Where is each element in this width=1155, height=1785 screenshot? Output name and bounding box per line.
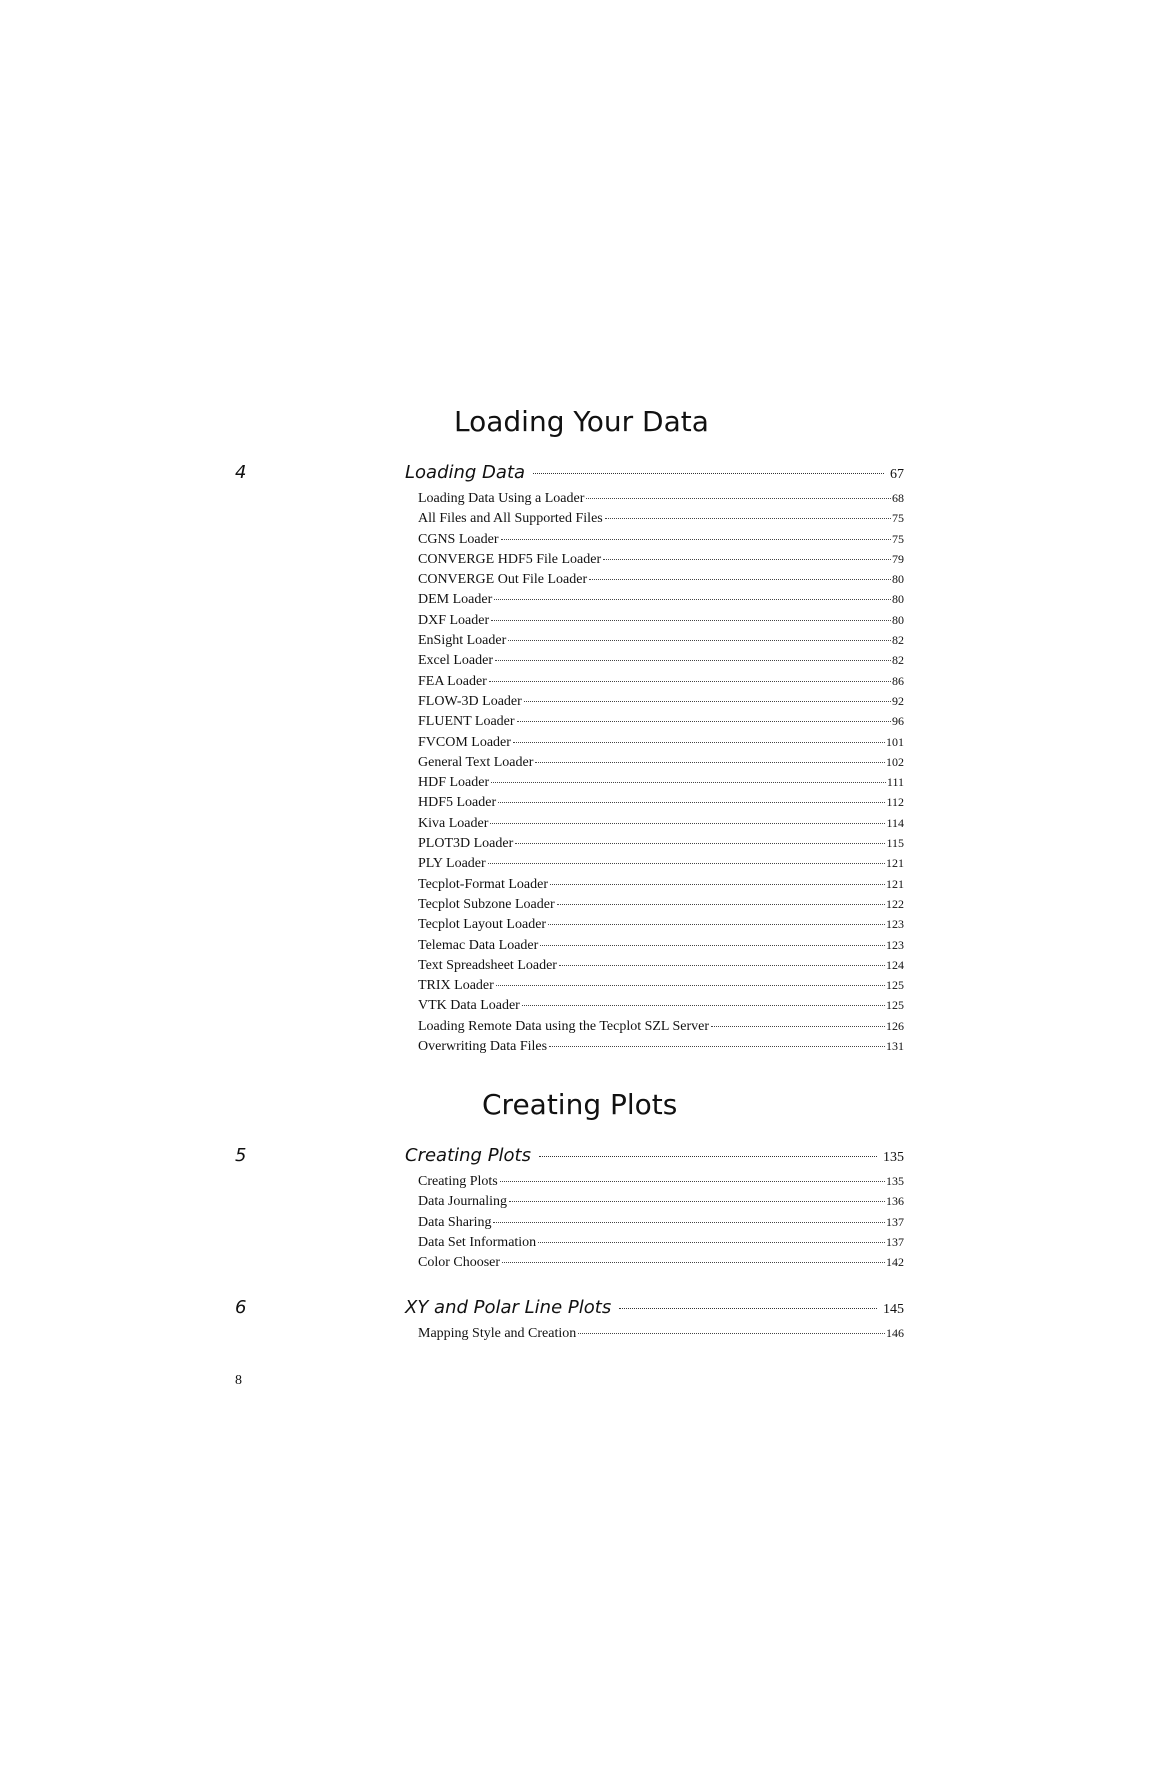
dot-leader	[495, 660, 891, 661]
toc-entry-label: CONVERGE HDF5 File Loader	[418, 551, 602, 567]
toc-entry-label: DEM Loader	[418, 592, 493, 608]
toc-entry-page-number: 75	[892, 531, 904, 546]
dot-leader	[509, 1201, 885, 1202]
toc-entry[interactable]	[418, 813, 904, 833]
dot-leader	[533, 473, 884, 474]
toc-entry[interactable]	[418, 508, 904, 528]
toc-entry[interactable]	[418, 1232, 904, 1252]
chapter-title: Loading Data	[405, 462, 526, 483]
toc-entry[interactable]	[418, 732, 904, 752]
dot-leader	[488, 863, 885, 864]
dot-leader	[515, 843, 885, 844]
toc-entry[interactable]	[418, 1323, 904, 1343]
dot-leader	[619, 1308, 877, 1309]
dot-leader	[586, 498, 891, 499]
toc-entry[interactable]	[418, 691, 904, 711]
toc-entry[interactable]	[418, 589, 904, 609]
toc-entry-page-number: 125	[886, 998, 904, 1013]
toc-entry-label: Tecplot Subzone Loader	[418, 896, 555, 912]
toc-entry-list	[418, 488, 904, 1056]
toc-entry-page-number: 126	[886, 1018, 904, 1033]
toc-entry-page-number: 111	[886, 775, 904, 790]
dot-leader	[489, 681, 891, 682]
toc-entry[interactable]	[418, 1252, 904, 1272]
dot-leader	[490, 823, 885, 824]
toc-entry-page-number: 124	[886, 957, 904, 972]
dot-leader	[513, 742, 885, 743]
toc-entry-page-number: 137	[886, 1234, 904, 1249]
toc-entry[interactable]	[418, 711, 904, 731]
toc-entry-label: Kiva Loader	[418, 815, 489, 831]
toc-entry[interactable]	[418, 630, 904, 650]
chapter-page-number: 135	[883, 1150, 904, 1165]
dot-leader	[540, 945, 885, 946]
toc-entry[interactable]	[418, 1036, 904, 1056]
toc-entry-label: Color Chooser	[418, 1255, 501, 1271]
dot-leader	[501, 539, 892, 540]
chapter-title: XY and Polar Line Plots	[405, 1297, 612, 1318]
chapter-heading-link[interactable]	[405, 1297, 904, 1319]
dot-leader	[498, 802, 885, 803]
toc-entry-label: All Files and All Supported Files	[418, 511, 603, 527]
toc-entry-page-number: 82	[892, 633, 904, 648]
dot-leader	[524, 701, 891, 702]
toc-entry-page-number: 115	[886, 836, 904, 851]
dot-leader	[522, 1005, 885, 1006]
toc-entry-label: EnSight Loader	[418, 633, 507, 649]
toc-entry[interactable]	[418, 792, 904, 812]
toc-entry[interactable]	[418, 549, 904, 569]
toc-entry-label: FLUENT Loader	[418, 714, 515, 730]
toc-entry[interactable]	[418, 853, 904, 873]
dot-leader	[508, 640, 891, 641]
toc-entry-label: HDF5 Loader	[418, 795, 497, 811]
dot-leader	[517, 721, 891, 722]
toc-entry-label: Data Journaling	[418, 1194, 508, 1210]
toc-entry-page-number: 142	[886, 1255, 904, 1270]
toc-entry-label: FVCOM Loader	[418, 734, 511, 750]
dot-leader	[502, 1262, 885, 1263]
toc-entry-page-number: 123	[886, 937, 904, 952]
dot-leader	[496, 985, 885, 986]
dot-leader	[539, 1156, 877, 1157]
toc-entry-page-number: 125	[886, 978, 904, 993]
toc-entry[interactable]	[418, 529, 904, 549]
toc-entry[interactable]	[418, 914, 904, 934]
toc-entry-page-number: 102	[886, 754, 904, 769]
toc-entry-page-number: 114	[886, 815, 904, 830]
toc-entry[interactable]	[418, 1171, 904, 1191]
toc-entry-label: Tecplot-Format Loader	[418, 876, 549, 892]
toc-entry-label: PLOT3D Loader	[418, 836, 514, 852]
toc-entry-page-number: 101	[886, 734, 904, 749]
toc-entry-page-number: 136	[886, 1194, 904, 1209]
toc-entry-page-number: 137	[886, 1214, 904, 1229]
toc-entry[interactable]	[418, 1016, 904, 1036]
dot-leader	[493, 1222, 885, 1223]
toc-entry-label: CONVERGE Out File Loader	[418, 572, 588, 588]
toc-entry-page-number: 82	[892, 653, 904, 668]
chapter-heading-link[interactable]	[405, 462, 904, 484]
dot-leader	[578, 1333, 885, 1334]
toc-entry[interactable]	[418, 488, 904, 508]
toc-entry-label: Data Sharing	[418, 1214, 492, 1230]
dot-leader	[603, 559, 891, 560]
dot-leader	[548, 924, 885, 925]
toc-entry-page-number: 92	[892, 693, 904, 708]
chapter-title: Creating Plots	[405, 1145, 531, 1166]
toc-entry[interactable]	[418, 650, 904, 670]
chapter-heading-link[interactable]	[405, 1145, 904, 1167]
dot-leader	[711, 1026, 885, 1027]
toc-entry-page-number: 112	[886, 795, 904, 810]
toc-entry-page-number: 75	[892, 511, 904, 526]
toc-entry[interactable]	[418, 671, 904, 691]
toc-entry-label: FLOW-3D Loader	[418, 693, 522, 709]
toc-entry[interactable]	[418, 894, 904, 914]
toc-entry-page-number: 80	[892, 592, 904, 607]
dot-leader	[500, 1181, 885, 1182]
toc-entry-label: Text Spreadsheet Loader	[418, 957, 557, 973]
toc-entry-label: VTK Data Loader	[418, 998, 520, 1014]
dot-leader	[557, 904, 885, 905]
dot-leader	[535, 762, 885, 763]
toc-entry-page-number: 80	[892, 572, 904, 587]
dot-leader	[494, 599, 891, 600]
toc-entry-page-number: 80	[892, 612, 904, 627]
toc-entry-list	[418, 1171, 904, 1272]
toc-entry-label: DXF Loader	[418, 612, 490, 628]
page-number-folio: 8	[235, 1373, 242, 1388]
toc-entry-page-number: 123	[886, 917, 904, 932]
chapter-number: 4	[235, 462, 247, 483]
toc-entry-page-number: 131	[886, 1039, 904, 1054]
toc-entry[interactable]	[418, 975, 904, 995]
toc-entry-page-number: 121	[886, 856, 904, 871]
toc-entry[interactable]	[418, 955, 904, 975]
dot-leader	[605, 518, 891, 519]
toc-entry-label: Tecplot Layout Loader	[418, 917, 547, 933]
toc-entry-label: General Text Loader	[418, 754, 534, 770]
toc-entry[interactable]	[418, 1212, 904, 1232]
toc-entry-label: HDF Loader	[418, 775, 490, 791]
chapter-page-number: 145	[883, 1302, 904, 1317]
dot-leader	[549, 1046, 885, 1047]
dot-leader	[589, 579, 891, 580]
toc-entry[interactable]	[418, 569, 904, 589]
toc-entry-label: Mapping Style and Creation	[418, 1326, 577, 1341]
part-title-creating-plots: Creating Plots	[482, 1088, 678, 1121]
toc-entry-label: FEA Loader	[418, 673, 487, 689]
toc-entry-page-number: 135	[886, 1174, 904, 1188]
chapter-number: 5	[235, 1145, 247, 1166]
toc-entry-label: CGNS Loader	[418, 531, 499, 547]
toc-entry-label: Loading Remote Data using the Tecplot SZL Server	[418, 1018, 710, 1034]
toc-entry[interactable]	[418, 772, 904, 792]
chapter-page-number: 67	[890, 467, 904, 482]
toc-entry-list	[418, 1323, 904, 1343]
dot-leader	[559, 965, 885, 966]
toc-entry-label: Overwriting Data Files	[418, 1039, 548, 1055]
dot-leader	[491, 782, 886, 783]
toc-entry[interactable]	[418, 935, 904, 955]
chapter-number: 6	[235, 1297, 247, 1318]
toc-entry[interactable]	[418, 1191, 904, 1211]
toc-entry[interactable]	[418, 995, 904, 1015]
toc-entry-label: Creating Plots	[418, 1174, 498, 1189]
toc-entry-label: Excel Loader	[418, 653, 494, 669]
toc-entry[interactable]	[418, 752, 904, 772]
toc-entry-page-number: 146	[886, 1326, 904, 1340]
toc-entry-label: Telemac Data Loader	[418, 937, 539, 953]
toc-entry-page-number: 96	[892, 714, 904, 729]
dot-leader	[550, 884, 885, 885]
dot-leader	[491, 620, 891, 621]
toc-entry-page-number: 86	[892, 673, 904, 688]
toc-entry-label: TRIX Loader	[418, 978, 494, 994]
dot-leader	[538, 1242, 885, 1243]
toc-entry[interactable]	[418, 833, 904, 853]
toc-entry-page-number: 122	[886, 896, 904, 911]
toc-entry-page-number: 121	[886, 876, 904, 891]
toc-entry-label: Loading Data Using a Loader	[418, 491, 585, 506]
toc-entry-label: Data Set Information	[418, 1234, 537, 1250]
toc-entry-page-number: 68	[892, 491, 904, 505]
part-title-loading-your-data: Loading Your Data	[454, 405, 709, 438]
toc-entry-page-number: 79	[892, 551, 904, 566]
toc-entry[interactable]	[418, 874, 904, 894]
toc-entry[interactable]	[418, 610, 904, 630]
toc-entry-label: PLY Loader	[418, 856, 486, 872]
